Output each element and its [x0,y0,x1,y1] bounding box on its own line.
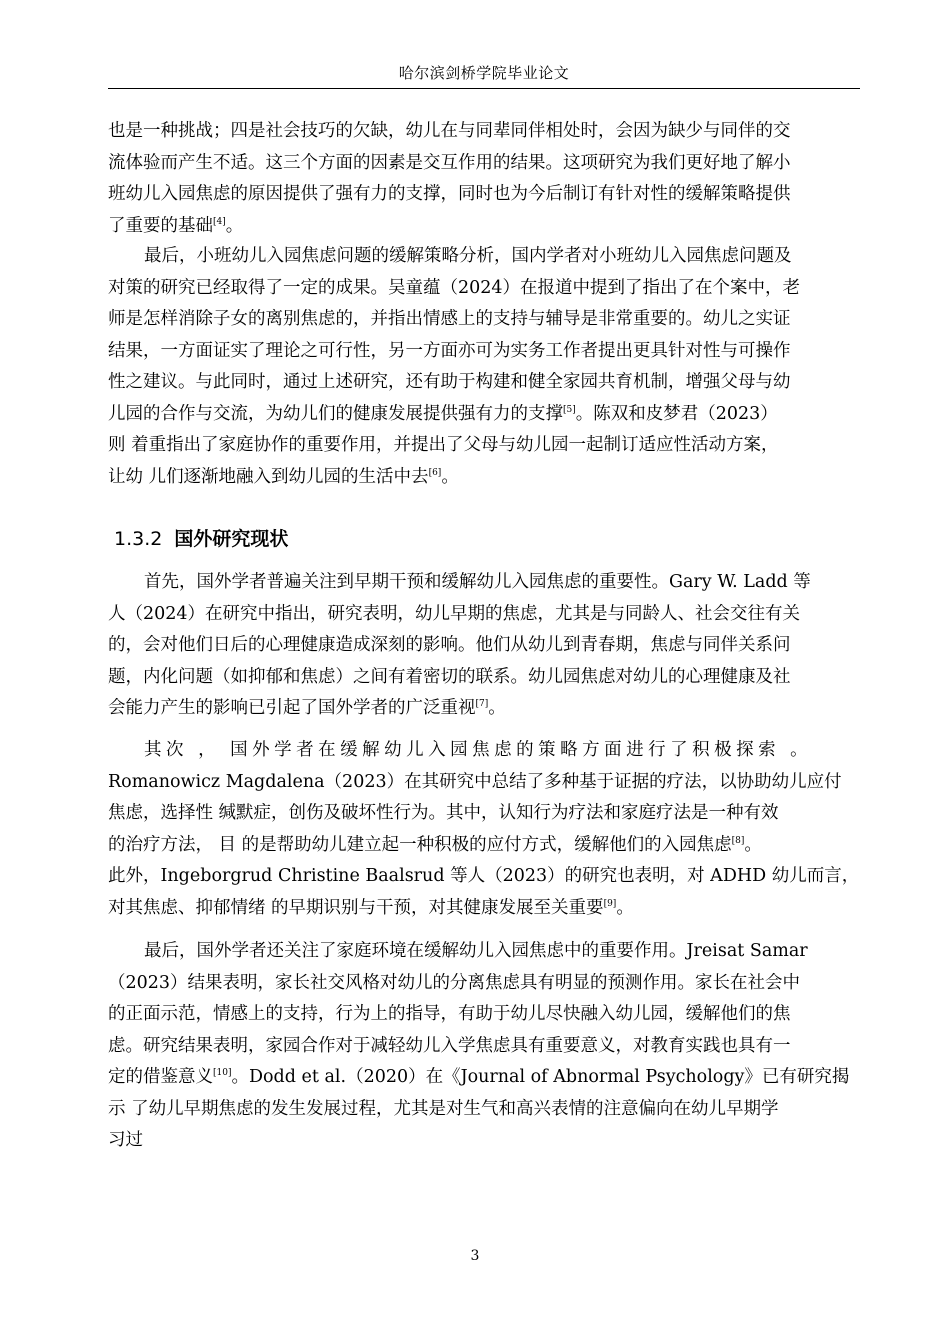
text-line: 性之建议。与此同时，通过上述研究，还有助于构建和健全家园共育机制，增强父母与幼 [108,372,791,392]
text-line: Romanowicz Magdalena（2023）在其研究中总结了多种基于证据的疗法，以协助幼儿应付 [108,771,842,792]
text-line: 则 着重指出了家庭协作的重要作用，并提出了父母与幼儿园一起制订适应性活动方案， [108,435,779,455]
citation-ref: [6] [428,467,442,478]
text-line: 题，内化问题（如抑郁和焦虑）之间有着密切的联系。幼儿园焦虑对幼儿的心理健康及社 [108,666,791,687]
citation-ref: [4] [213,216,226,227]
text-run: 。Dodd et al.（2020）在《Journal of Abnormal Psychology》已有研究揭 [231,1067,850,1087]
text-line: 师是怎样消除子女的离别焦虑的，并指出情感上的支持与辅导是非常重要的。幼儿之实证 [108,309,791,329]
text-line [108,399,860,431]
text-run: 会能力产生的影响已引起了国外学者的广泛重视 [108,698,476,718]
paragraph-1 [108,116,860,242]
text-line: 结果，一方面证实了理论之可行性，另一方面亦可为实务工作者提出更具针对性与可操作 [108,340,791,361]
section-title: 国外研究现状 [174,528,289,550]
citation-ref: [10] [213,1068,232,1078]
citation-ref: [8] [731,835,745,846]
text-line [108,693,860,725]
text-line: 也是一种挑战；四是社会技巧的欠缺，幼儿在与同辈同伴相处时，会因为缺少与同伴的交 [108,121,791,141]
text-run: 。 [225,215,244,236]
text-run: 。 [441,466,459,487]
text-line: 虑。研究结果表明，家园合作对于减轻幼儿入学焦虑具有重要意义，对教育实践也具有一 [108,1035,791,1056]
text-line: 的，会对他们日后的心理健康造成深刻的影响。他们从幼儿到青春期，焦虑与同伴关系问 [108,635,791,655]
section-number: 1.3.2 [114,528,163,550]
paragraph-3 [108,567,860,725]
text-line: 此外，Ingeborgrud Christine Baalsrud 等人（2023）的研究也表明，对 ADHD 幼儿而言， [108,866,860,886]
page-number: 3 [470,1248,480,1264]
text-line [108,893,860,925]
paragraph-2 [108,241,860,493]
page-header: 哈尔滨剑桥学院毕业论文 [398,64,570,82]
text-line: 人（2024）在研究中指出，研究表明，幼儿早期的焦虑，尤其是与同龄人、社会交往有关 [108,603,801,624]
text-line [108,1062,860,1094]
text-line: 习过 [108,1130,143,1150]
text-run: 儿园的合作与交流，为幼儿们的健康发展提供强有力的支撑 [108,403,563,424]
text-line: 首先，国外学者普遍关注到早期干预和缓解幼儿入园焦虑的重要性。Gary W. Ladd 等 [144,572,811,592]
text-run: 让幼 儿们逐渐地融入到幼儿园的生活中去 [108,466,429,487]
text-line [108,830,860,862]
paragraph-5 [108,936,860,1157]
text-run: 。 [744,834,762,855]
text-line [108,211,860,243]
text-run: 。陈双和皮梦君（2023） [575,403,778,424]
text-run: 。 [488,698,506,718]
section-heading [114,524,288,551]
text-run: 。 [616,897,634,918]
text-line: 最后，小班幼儿入园焦虑问题的缓解策略分析，国内学者对小班幼儿入园焦虑问题及 [144,246,792,266]
citation-ref: [7] [475,699,489,709]
text-line: 其次 ， 国外学者在缓解幼儿入园焦虑的策略方面进行了积极探索 。 [144,740,813,760]
text-line [108,462,860,494]
text-run: 定的借鉴意义 [108,1067,213,1087]
text-run: 了重要的基础 [108,215,213,236]
citation-ref: [5] [563,404,576,415]
text-line: 班幼儿入园焦虑的原因提供了强有力的支撑，同时也为今后制订有针对性的缓解策略提供 [108,184,791,204]
text-line: （2023）结果表明，家长社交风格对幼儿的分离焦虑具有明显的预测作用。家长在社会中 [108,972,801,993]
text-line: 焦虑，选择性 缄默症，创伤及破坏性行为。其中，认知行为疗法和家庭疗法是一种有效 [108,803,779,823]
text-line: 示 了幼儿早期焦虑的发生发展过程，尤其是对生气和高兴表情的注意偏向在幼儿早期学 [108,1098,779,1119]
text-run: 对其焦虑、抑郁情绪 的早期识别与干预，对其健康发展至关重要 [108,897,604,918]
citation-ref: [9] [603,898,617,909]
text-run: 的治疗方法， 目 的是帮助幼儿建立起一种积极的应付方式，缓解他们的入园焦虑 [108,834,732,855]
header-rule [108,88,860,89]
text-line: 最后，国外学者还关注了家庭环境在缓解幼儿入园焦虑中的重要作用。Jreisat Samar [144,941,808,961]
text-line: 的正面示范，情感上的支持，行为上的指导，有助于幼儿尽快融入幼儿园，缓解他们的焦 [108,1004,791,1024]
text-line: 流体验而产生不适。这三个方面的因素是交互作用的结果。这项研究为我们更好地了解小 [108,152,791,173]
paragraph-4 [108,735,860,924]
text-line: 对策的研究已经取得了一定的成果。吴童蕴（2024）在报道中提到了指出了在个案中，老 [108,277,801,298]
